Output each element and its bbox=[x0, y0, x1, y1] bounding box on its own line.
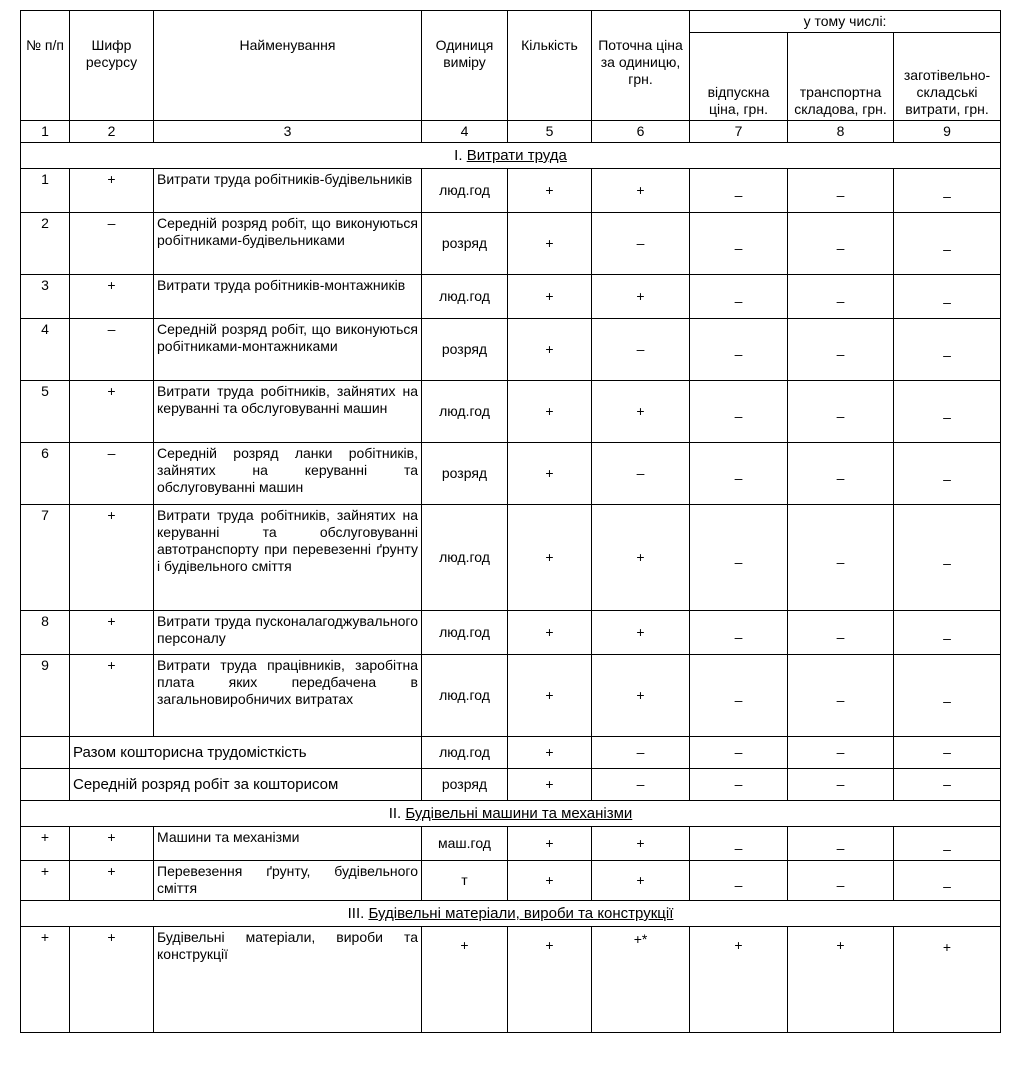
avg-grade-transport: – bbox=[788, 769, 894, 801]
row-number: 7 bbox=[21, 505, 70, 611]
procurement-cell: – bbox=[894, 381, 1001, 443]
resource-name: Витрати труда робітників, зайнятих на керуванні та обслуговуванні автотранспорту при перевезенні ґрунту і будівельного сміття bbox=[154, 505, 422, 611]
wholesale-cell: – bbox=[690, 443, 788, 505]
unit-cell: люд.год bbox=[422, 275, 508, 319]
resource-name: Витрати труда робітників-монтажників bbox=[154, 275, 422, 319]
table-row bbox=[21, 213, 1001, 275]
transport-cell: – bbox=[788, 443, 894, 505]
avg-grade-procurement: – bbox=[894, 769, 1001, 801]
price-cell: + bbox=[592, 275, 690, 319]
total-label: Разом кошторисна трудомісткість bbox=[70, 737, 422, 769]
unit-cell: люд.год bbox=[422, 169, 508, 213]
price-cell: + bbox=[592, 611, 690, 655]
resource-name: Витрати труда робітників, зайнятих на керуванні та обслуговуванні машин bbox=[154, 381, 422, 443]
resource-code: + bbox=[70, 611, 154, 655]
row-number: 3 bbox=[21, 275, 70, 319]
total-price: – bbox=[592, 737, 690, 769]
section-title: Будівельні машини та механізми bbox=[405, 805, 633, 822]
transport-cell: – bbox=[788, 213, 894, 275]
resource-code: – bbox=[70, 213, 154, 275]
procurement-cell: – bbox=[894, 861, 1001, 901]
section-title: Будівельні матеріали, вироби та конструкції bbox=[368, 905, 674, 922]
qty-cell: + bbox=[508, 861, 592, 901]
col-number: 4 bbox=[422, 121, 508, 143]
section-title: Витрати труда bbox=[466, 147, 567, 164]
procurement-cell: – bbox=[894, 611, 1001, 655]
resource-name: Витрати труда працівників, заробітна плата яких передбачена в загальновиробничих витратах bbox=[154, 655, 422, 737]
resource-name: Витрати труда робітників-будівельників bbox=[154, 169, 422, 213]
price-cell: + bbox=[592, 655, 690, 737]
transport-cell: – bbox=[788, 169, 894, 213]
row-number: 5 bbox=[21, 381, 70, 443]
row-number: + bbox=[21, 927, 70, 1033]
resource-name: Машини та механізми bbox=[154, 827, 422, 861]
header-code: Шифр ресурсу bbox=[70, 11, 154, 121]
unit-cell: т bbox=[422, 861, 508, 901]
resource-code: – bbox=[70, 443, 154, 505]
avg-grade-qty: + bbox=[508, 769, 592, 801]
wholesale-cell: – bbox=[690, 505, 788, 611]
wholesale-cell: – bbox=[690, 319, 788, 381]
resource-name: Середній розряд робіт, що виконуються робітниками-будівельниками bbox=[154, 213, 422, 275]
table-row bbox=[21, 827, 1001, 861]
row-number: + bbox=[21, 861, 70, 901]
price-cell: + bbox=[592, 169, 690, 213]
price-cell: +* bbox=[592, 927, 690, 1033]
transport-cell: – bbox=[788, 655, 894, 737]
unit-cell: люд.год bbox=[422, 655, 508, 737]
table-row bbox=[21, 169, 1001, 213]
transport-cell: – bbox=[788, 827, 894, 861]
qty-cell: + bbox=[508, 319, 592, 381]
row-number: 1 bbox=[21, 169, 70, 213]
wholesale-cell: – bbox=[690, 213, 788, 275]
procurement-cell: – bbox=[894, 443, 1001, 505]
price-cell: – bbox=[592, 443, 690, 505]
table-row bbox=[21, 319, 1001, 381]
transport-cell: – bbox=[788, 611, 894, 655]
resource-code: + bbox=[70, 275, 154, 319]
table-row bbox=[21, 927, 1001, 1033]
unit-cell: люд.год bbox=[422, 611, 508, 655]
header-price: Поточна ціна за одиницю, грн. bbox=[592, 11, 690, 121]
col-number: 8 bbox=[788, 121, 894, 143]
header-row bbox=[21, 11, 1001, 33]
wholesale-cell: – bbox=[690, 275, 788, 319]
table-row bbox=[21, 275, 1001, 319]
section-prefix: III. bbox=[347, 905, 365, 922]
col-number: 5 bbox=[508, 121, 592, 143]
header-procurement: заготівельно-складські витрати, грн. bbox=[894, 33, 1001, 121]
resource-code: + bbox=[70, 827, 154, 861]
unit-cell: люд.год bbox=[422, 505, 508, 611]
resource-name: Витрати труда пусконалагоджувального персоналу bbox=[154, 611, 422, 655]
row-number: 2 bbox=[21, 213, 70, 275]
wholesale-cell: – bbox=[690, 381, 788, 443]
transport-cell: – bbox=[788, 319, 894, 381]
total-procurement: – bbox=[894, 737, 1001, 769]
procurement-cell: – bbox=[894, 169, 1001, 213]
unit-cell: люд.год bbox=[422, 381, 508, 443]
avg-grade-price: – bbox=[592, 769, 690, 801]
col-number: 9 bbox=[894, 121, 1001, 143]
header-qty: Кількість bbox=[508, 11, 592, 121]
col-number: 1 bbox=[21, 121, 70, 143]
avg-grade-label: Середній розряд робіт за кошторисом bbox=[70, 769, 422, 801]
procurement-cell: – bbox=[894, 319, 1001, 381]
header-transport: транспортна складова, грн. bbox=[788, 33, 894, 121]
table-row bbox=[21, 611, 1001, 655]
total-wholesale: – bbox=[690, 737, 788, 769]
resource-code: + bbox=[70, 927, 154, 1033]
resource-table bbox=[20, 10, 1001, 1033]
transport-cell: – bbox=[788, 381, 894, 443]
header-name: Найменування bbox=[154, 11, 422, 121]
price-cell: – bbox=[592, 319, 690, 381]
qty-cell: + bbox=[508, 505, 592, 611]
price-cell: – bbox=[592, 213, 690, 275]
avg-grade-wholesale: – bbox=[690, 769, 788, 801]
qty-cell: + bbox=[508, 275, 592, 319]
header-including: у тому числі: bbox=[690, 11, 1001, 33]
qty-cell: + bbox=[508, 213, 592, 275]
wholesale-cell: – bbox=[690, 169, 788, 213]
row-number: 8 bbox=[21, 611, 70, 655]
unit-cell: розряд bbox=[422, 443, 508, 505]
price-cell: + bbox=[592, 827, 690, 861]
procurement-cell: – bbox=[894, 655, 1001, 737]
price-cell: + bbox=[592, 381, 690, 443]
row-number: 4 bbox=[21, 319, 70, 381]
qty-cell: + bbox=[508, 827, 592, 861]
section-materials bbox=[21, 901, 1001, 927]
header-unit: Одиниця виміру bbox=[422, 11, 508, 121]
unit-cell: + bbox=[422, 927, 508, 1033]
wholesale-cell: – bbox=[690, 861, 788, 901]
resource-name: Перевезення ґрунту, будівельного сміття bbox=[154, 861, 422, 901]
section-machines bbox=[21, 801, 1001, 827]
header-wholesale: відпускна ціна, грн. bbox=[690, 33, 788, 121]
resource-code: + bbox=[70, 861, 154, 901]
resource-code: + bbox=[70, 655, 154, 737]
resource-name: Будівельні матеріали, вироби та конструкції bbox=[154, 927, 422, 1033]
qty-cell: + bbox=[508, 381, 592, 443]
wholesale-cell: + bbox=[690, 927, 788, 1033]
col-number: 3 bbox=[154, 121, 422, 143]
header-num: № п/п bbox=[21, 11, 70, 121]
procurement-cell: – bbox=[894, 213, 1001, 275]
wholesale-cell: – bbox=[690, 655, 788, 737]
transport-cell: – bbox=[788, 861, 894, 901]
unit-cell: розряд bbox=[422, 319, 508, 381]
avg-grade-unit: розряд bbox=[422, 769, 508, 801]
resource-name: Середній розряд ланки робітників, зайнятих на керуванні та обслуговуванні машин bbox=[154, 443, 422, 505]
total-row bbox=[21, 737, 1001, 769]
row-number: 9 bbox=[21, 655, 70, 737]
qty-cell: + bbox=[508, 169, 592, 213]
total-transport: – bbox=[788, 737, 894, 769]
col-number: 2 bbox=[70, 121, 154, 143]
avg-grade-row bbox=[21, 769, 1001, 801]
qty-cell: + bbox=[508, 611, 592, 655]
resource-code: – bbox=[70, 319, 154, 381]
table-row bbox=[21, 505, 1001, 611]
resource-code: + bbox=[70, 505, 154, 611]
procurement-cell: – bbox=[894, 505, 1001, 611]
resource-code: + bbox=[70, 381, 154, 443]
row-number: + bbox=[21, 827, 70, 861]
resource-code: + bbox=[70, 169, 154, 213]
wholesale-cell: – bbox=[690, 827, 788, 861]
section-prefix: I. bbox=[454, 147, 463, 164]
qty-cell: + bbox=[508, 655, 592, 737]
resource-name: Середній розряд робіт, що виконуються робітниками-монтажниками bbox=[154, 319, 422, 381]
price-cell: + bbox=[592, 861, 690, 901]
total-qty: + bbox=[508, 737, 592, 769]
wholesale-cell: – bbox=[690, 611, 788, 655]
col-number: 6 bbox=[592, 121, 690, 143]
row-number: 6 bbox=[21, 443, 70, 505]
unit-cell: маш.год bbox=[422, 827, 508, 861]
table-row bbox=[21, 443, 1001, 505]
total-unit: люд.год bbox=[422, 737, 508, 769]
transport-cell: – bbox=[788, 505, 894, 611]
qty-cell: + bbox=[508, 443, 592, 505]
table-row bbox=[21, 655, 1001, 737]
transport-cell: – bbox=[788, 275, 894, 319]
section-prefix: II. bbox=[388, 805, 402, 822]
procurement-cell: – bbox=[894, 827, 1001, 861]
qty-cell: + bbox=[508, 927, 592, 1033]
section-labor bbox=[21, 143, 1001, 169]
unit-cell: розряд bbox=[422, 213, 508, 275]
col-number: 7 bbox=[690, 121, 788, 143]
table-row bbox=[21, 381, 1001, 443]
transport-cell: + bbox=[788, 927, 894, 1033]
table-row bbox=[21, 861, 1001, 901]
price-cell: + bbox=[592, 505, 690, 611]
column-number-row bbox=[21, 121, 1001, 143]
procurement-cell: – bbox=[894, 275, 1001, 319]
procurement-cell: + bbox=[894, 927, 1001, 1033]
